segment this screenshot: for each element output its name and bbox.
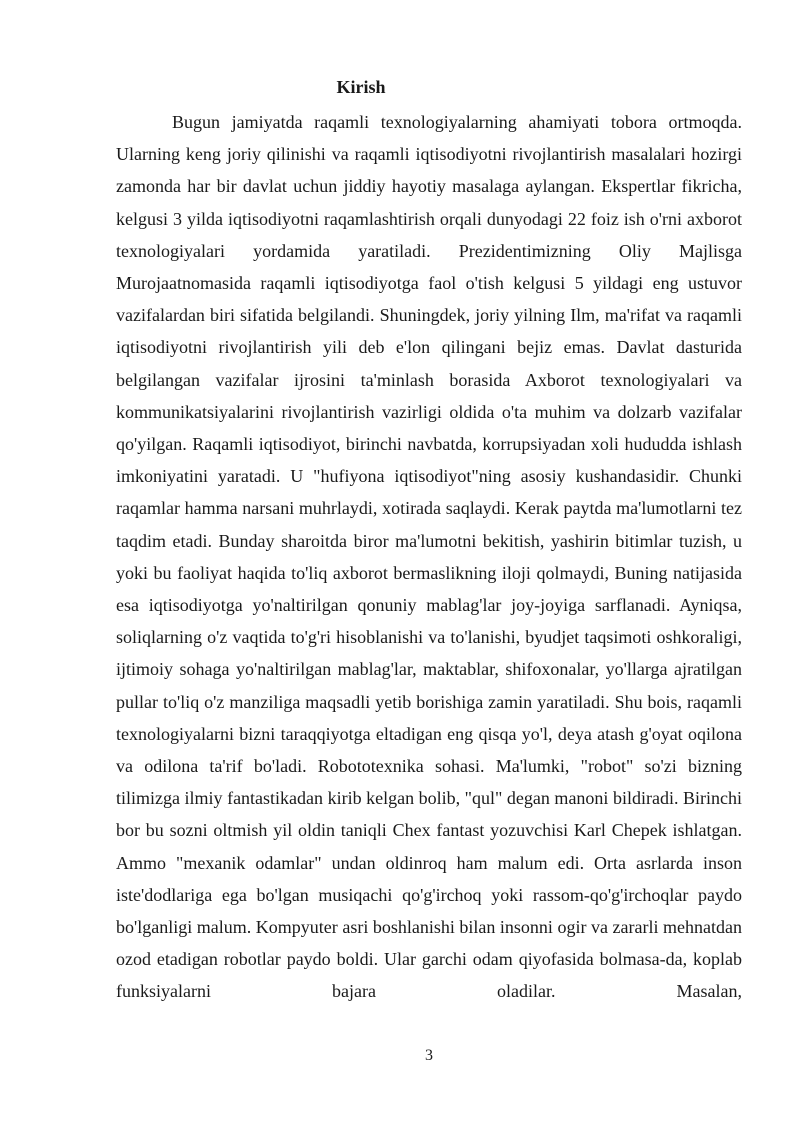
page-title: Kirish bbox=[336, 77, 386, 97]
body-paragraph: Bugun jamiyatda raqamli texnologiyalarning ahamiyati tobora ortmoqda. Ularning keng joriy qilinishi va raqamli iqtisodiyotni rivojlantirish masalalari hozirgi zamonda har bir davlat uchun jiddiy hayotiy masalaga aylangan. Ekspertlar fikricha, kelgusi 3 yilda iqtisodiyotni raqamlashtirish orqali dunyodagi 22 foiz ish o'rni axborot texnologiyalari yordamida yaratiladi. Prezidentimizning Oliy Majlisga Murojaatnomasida raqamli iqtisodiyotga faol o'tish kelgusi 5 yildagi eng ustuvor vazifalardan biri sifatida belgilandi. Shuningdek, joriy yilning Ilm, ma'rifat va raqamli iqtisodiyotni rivojlantirish yili deb e'lon qilingani bejiz emas. Davlat dasturida belgilangan vazifalar ijrosini ta'minlash borasida Axborot texnologiyalari va kommunikatsiyalarini rivojlantirish vazirligi oldida o'ta muhim va dolzarb vazifalar qo'yilgan. Raqamli iqtisodiyot, birinchi navbatda, korrupsiyadan xoli hududda ishlash imkoniyatini yaratadi. U "hufiyona iqtisodiyot"ning asosiy kushandasidir. Chunki raqamlar hamma narsani muhrlaydi, xotirada saqlaydi. Kerak paytda ma'lumotlarni tez taqdim etadi. Bunday sharoitda biror ma'lumotni bekitish, yashirin bitimlar tuzish, u yoki bu faoliyat haqida to'liq axborot bermaslikning iloji qolmaydi, Buning natijasida esa iqtisodiyotga yo'naltirilgan qonuniy mablag'lar joy-joyiga sarflanadi. Ayniqsa, soliqlarning o'z vaqtida to'g'ri hisoblanishi va to'lanishi, byudjet taqsimoti oshkoraligi, ijtimoiy sohaga yo'naltirilgan mablag'lar, maktablar, shifoxonalar, yo'llarga ajratilgan pullar to'liq o'z manziliga maqsadli yetib borishiga zamin yaratiladi. Shu bois, raqamli texnologiyalarni bizni taraqqiyotga eltadigan eng qisqa yo'l, deya atash g'oyat oqilona va odilona ta'rif bo'ladi. Robototexnika sohasi. Ma'lumki, "robot" so'zi bizning tilimizga ilmiy fantastikadan kirib kelgan bolib, "qul" degan manoni bildiradi. Birinchi bor bu sozni oltmish yil oldin taniqli Chex fantast yozuvchisi Karl Chepek ishlatgan. Ammo "mexanik odamlar" undan oldinroq ham malum edi. Orta asrlarda inson iste'dodlariga ega bo'lgan musiqachi qo'g'irchoq yoki rassom-qo'g'irchoqlar paydo bo'lganligi malum. Kompyuter asri boshlanishi bilan insonni ogir va zararli mehnatdan ozod etadigan robotlar paydo boldi. Ular garchi odam qiyofasida bolmasa-da, koplab funksiyalarni bajara oladilar. Masalan, bbox=[116, 112, 742, 1002]
page-number: 3 bbox=[425, 1047, 433, 1064]
